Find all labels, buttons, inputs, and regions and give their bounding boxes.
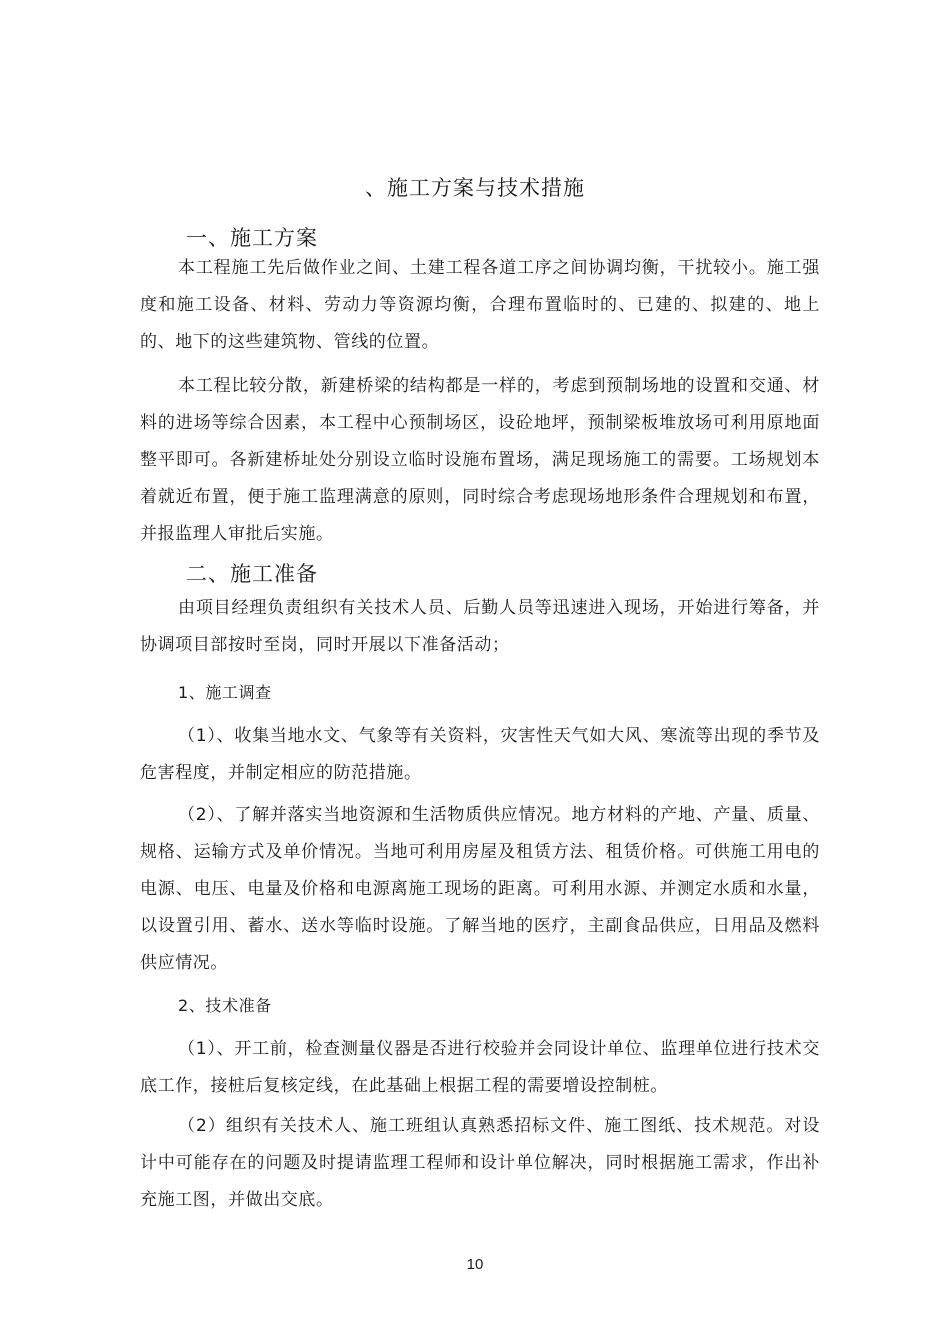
subheading-technical-preparation: 2、技术准备 — [178, 996, 272, 1015]
section-heading-construction-preparation: 二、施工准备 — [186, 562, 318, 586]
section-heading-construction-plan: 一、施工方案 — [186, 226, 318, 250]
paragraph-survey-item-2: （2）、了解并落实当地资源和生活物质供应情况。地方材料的产地、产量、质量、规格、运输方式及单价情况。当地可利用房屋及租赁方法、租赁价格。可供施工用电的电源、电压、电量及价格和电源离施工现场的距离。可利用水源、并测定水质和水量，以设置引用、蓄水、送水等临时设施。了解当地的医疗，主副食品供应，日用品及燃料供应情况。 — [140, 805, 820, 973]
paragraph-survey-item-1: （1）、收集当地水文、气象等有关资料，灾害性天气如大风、寒流等出现的季节及危害程度，并制定相应的防范措施。 — [140, 726, 820, 783]
paragraph-technical-item-1: （1）、开工前，检查测量仪器是否进行校验并会同设计单位、监理单位进行技术交底工作，接桩后复核定线，在此基础上根据工程的需要增设控制桩。 — [140, 1039, 820, 1096]
subheading-construction-survey: 1、施工调查 — [178, 683, 272, 702]
paragraph-construction-plan-1: 本工程施工先后做作业之间、土建工程各道工序之间协调均衡，干扰较小。施工强度和施工设备、材料、劳动力等资源均衡，合理布置临时的、已建的、拟建的、地上的、地下的这些建筑物、管线的位置。 — [140, 258, 820, 352]
page-number: 10 — [466, 1256, 484, 1273]
paragraph-preparation-intro: 由项目经理负责组织有关技术人员、后勤人员等迅速进入现场，开始进行筹备，并协调项目部按时至岗，同时开展以下准备活动； — [140, 598, 820, 655]
document-title: 、施工方案与技术措施 — [365, 176, 585, 200]
paragraph-construction-plan-2: 本工程比较分散，新建桥梁的结构都是一样的，考虑到预制场地的设置和交通、材料的进场等综合因素，本工程中心预制场区，设砼地坪，预制梁板堆放场可利用原地面整平即可。各新建桥址处分别设立临时设施布置场，满足现场施工的需要。工场规划本着就近布置，便于施工监理满意的原则，同时综合考虑现场地形条件合理规划和布置，并报监理人审批后实施。 — [140, 376, 820, 544]
paragraph-technical-item-2: （2）组织有关技术人、施工班组认真熟悉招标文件、施工图纸、技术规范。对设计中可能存在的问题及时提请监理工程师和设计单位解决，同时根据施工需求，作出补充施工图，并做出交底。 — [140, 1116, 820, 1210]
